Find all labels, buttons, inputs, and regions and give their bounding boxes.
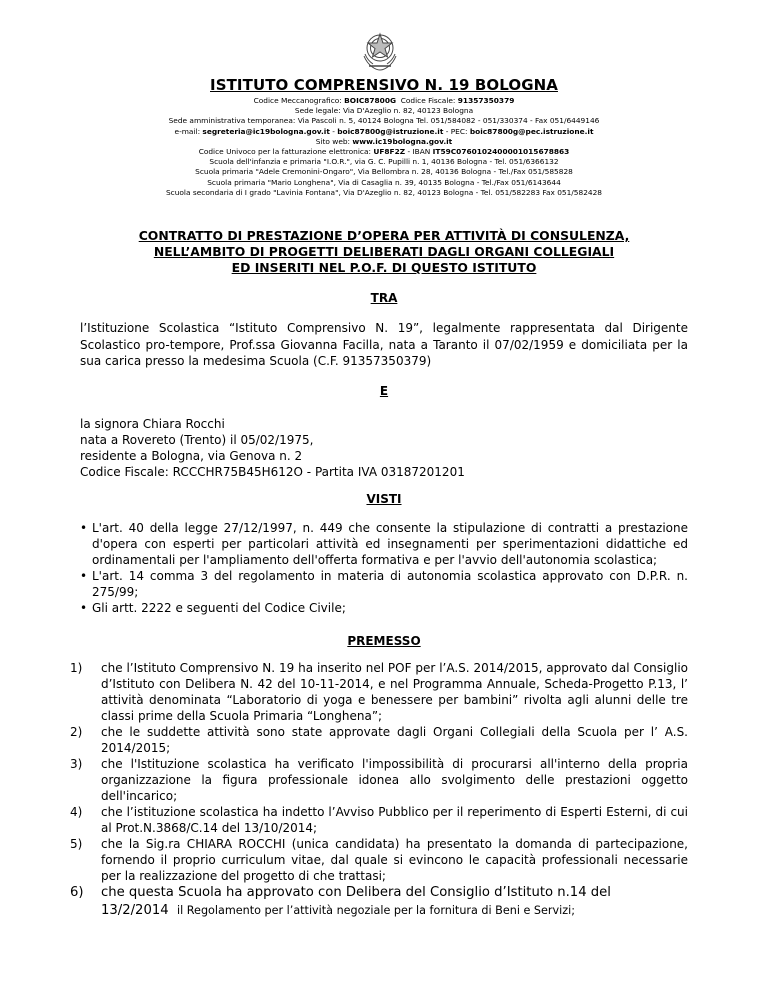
premesso-heading: PREMESSO: [347, 634, 421, 648]
school-line: Scuola primaria "Mario Longhena", Via di Casaglia n. 39, 40135 Bologna - Tel./Fax 051/6143644: [207, 177, 561, 187]
codes-line: Codice Meccanografico: BOIC87800G Codice Fiscale: 91357350379: [253, 96, 515, 105]
email-primary-link[interactable]: segreteria@ic19bologna.gov.it: [202, 126, 330, 136]
list-item: 3) che l'Istituzione scolastica ha verificato l'impossibilità di procurarsi all'interno della propria organizzazione la figura professionale idonea allo svolgimento delle prestazioni oggetto dell'incarico;: [70, 757, 688, 803]
billing-line: Codice Univoco per la fatturazione elettronica: UF8F2Z - IBAN IT59C0760102400001015678863: [198, 147, 570, 157]
temp-seat-line: Sede amministrativa temporanea: Via Pascoli n. 5, 40124 Bologna Tel. 051/584082 - 051/330374 - Fax 051/6449146: [168, 116, 600, 126]
contract-title: CONTRATTO DI PRESTAZIONE D’OPERA PER ATTIVITÀ DI CONSULENZA, NELL’AMBITO DI PROGETTI DELIBERATI DAGLI ORGANI COLLEGIALI ED INSERITI NEL P.O.F. DI QUESTO ISTITUTO: [138, 228, 630, 275]
school-name: ISTITUTO COMPRENSIVO N. 19 BOLOGNA: [210, 76, 558, 94]
school-line: Scuola dell'infanzia e primaria "I.O.R.", via G. C. Pupilli n. 1, 40136 Bologna - Tel. 051/6366132: [209, 157, 559, 167]
list-item: • L'art. 14 comma 3 del regolamento in materia di autonomia scolastica approvato con D.P.R. n. 275/99;: [80, 569, 688, 599]
italian-republic-emblem-icon: [356, 26, 404, 74]
list-item: 1) che l’Istituto Comprensivo N. 19 ha inserito nel POF per l’A.S. 2014/2015, approvato dal Consiglio d’Istituto con Delibera N. 42 del 10-11-2014, e nel Programma Annuale, Scheda-Progetto P.13, l’ attività denominata “Laboratorio di yoga e benessere per bambini” rivolta agli alunni delle tre classi prime della Scuola Primaria “Longhena”;: [70, 661, 688, 723]
email-secondary-link[interactable]: boic87800g@istruzione.it: [337, 126, 444, 136]
list-item: 5) che la Sig.ra CHIARA ROCCHI (unica candidata) ha presentato la domanda di partecipazione, fornendo il proprio curriculum vitae, dal quale si evincono le capacità professionali necessarie per la realizzazione del progetto di che trattasi;: [70, 837, 688, 883]
school-line: Scuola secondaria di I grado "Lavinia Fontana", Via D'Azeglio n. 82, 40123 Bologna - Tel. 051/582283 Fax 051/582428: [165, 187, 603, 197]
visti-list: [80, 520, 688, 616]
pec-link[interactable]: boic87800g@pec.istruzione.it: [469, 126, 594, 136]
tra-heading: TRA: [370, 291, 398, 305]
website-line: Sito web: www.ic19bologna.gov.it: [315, 136, 453, 146]
visti-heading: VISTI: [366, 492, 402, 506]
premesso-list: [70, 660, 688, 920]
list-item: • Gli artt. 2222 e seguenti del Codice Civile;: [80, 601, 346, 615]
school-line: Scuola primaria "Adele Cremonini-Ongaro", Via Bellombra n. 28, 40136 Bologna - Tel./Fax 051/585828: [195, 167, 573, 177]
party-details: la signora Chiara Rocchi nata a Rovereto (Trento) il 05/02/1975, residente a Bologna, via Genova n. 2 Codice Fiscale: RCCCHR75B45H612O - Partita IVA 03187201201: [80, 417, 465, 479]
e-heading: E: [379, 384, 389, 398]
tra-paragraph: l’Istituzione Scolastica “Istituto Comprensivo N. 19”, legalmente rappresentata dal Dirigente Scolastico pro-tempore, Prof.ssa Giovanna Facilla, nata a Taranto il 07/02/1959 e domiciliata per la sua carica presso la medesima Scuola (C.F. 91357350379): [80, 321, 688, 368]
school-header: [40, 76, 728, 198]
list-item: 4) che l’istituzione scolastica ha indetto l’Avviso Pubblico per il reperimento di Esperti Esterni, di cui al Prot.N.3868/C.14 del 13/10/2014;: [70, 805, 688, 835]
list-item: 2) che le suddette attività sono state approvate dagli Organi Collegiali della Scuola per l’ A.S. 2014/2015;: [70, 725, 688, 755]
legal-seat-line: Sede legale: Via D'Azeglio n. 82, 40123 Bologna: [294, 106, 474, 116]
email-line: e-mail: segreteria@ic19bologna.gov.it - boic87800g@istruzione.it - PEC: boic87800g@pec.istruzione.it: [174, 126, 594, 136]
list-item: • L'art. 40 della legge 27/12/1997, n. 449 che consente la stipulazione di contratti a prestazione d'opera con esperti per particolari attività ed insegnamenti per sperimentazioni didattiche ed ordinamentali per l'ampliamento dell'offerta formativa e per l'avvio dell'autonomia scolastica;: [80, 521, 688, 567]
website-link[interactable]: www.ic19bologna.gov.it: [352, 136, 453, 146]
list-item: 6) che questa Scuola ha approvato con Delibera del Consiglio d’Istituto n.14 del 13/2/2014 il Regolamento per l’attività negoziale per la fornitura di Beni e Servizi;: [70, 885, 611, 918]
